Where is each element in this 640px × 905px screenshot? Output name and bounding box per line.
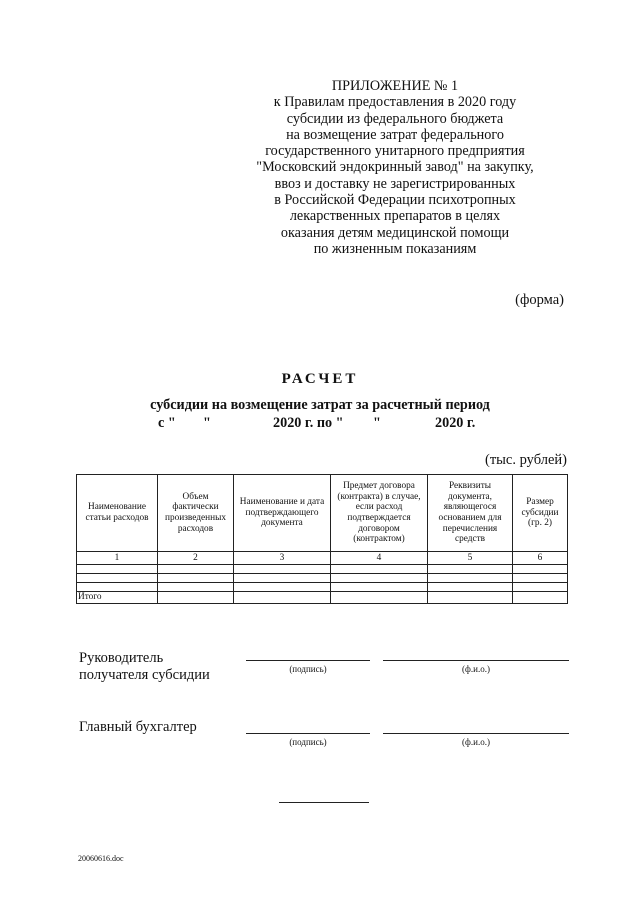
column-number: 2: [158, 552, 234, 565]
appendix-line: ввоз и доставку не зарегистрированных: [274, 175, 516, 192]
table-cell[interactable]: [331, 583, 428, 592]
column-number: 3: [234, 552, 331, 565]
table-cell[interactable]: [77, 583, 158, 592]
document-subtitle: субсидии на возмещение затрат за расчетный период: [150, 397, 490, 413]
table-row: [77, 574, 568, 583]
head-label: [79, 650, 210, 683]
head-signature-line[interactable]: [246, 660, 370, 661]
head-label-line2: получателя субсидии: [79, 666, 210, 683]
head-label-line1: Руководитель: [79, 650, 164, 666]
appendix-line: в Российской Федерации психотропных: [274, 192, 516, 209]
total-label: Итого: [77, 592, 158, 604]
closing-separator: [279, 802, 369, 803]
accountant-name-hint: (ф.и.о.): [462, 737, 490, 747]
appendix-line: лекарственных препаратов в целях: [289, 208, 501, 225]
column-header-actual-expenses: Объем фактически произведенных расходов: [158, 475, 234, 552]
table-row: [77, 583, 568, 592]
appendix-line: к Правилам предоставления в 2020 году: [273, 94, 517, 111]
period-from-prefix: с ": [158, 415, 176, 431]
table-cell[interactable]: [428, 574, 513, 583]
table-cell[interactable]: [158, 583, 234, 592]
period-from-quote: ": [203, 415, 211, 431]
table-cell[interactable]: [158, 565, 234, 574]
head-name-line[interactable]: [383, 660, 569, 661]
accountant-signature-hint: (подпись): [289, 737, 327, 747]
table-cell[interactable]: [77, 574, 158, 583]
table-cell[interactable]: [428, 592, 513, 604]
table-cell[interactable]: [234, 592, 331, 604]
period-to-quote: ": [373, 415, 381, 431]
appendix-line: на возмещение затрат федерального: [286, 126, 504, 143]
column-number: 5: [428, 552, 513, 565]
expenses-table: [76, 474, 568, 604]
form-label: (форма): [515, 292, 564, 308]
table-cell[interactable]: [77, 565, 158, 574]
table-header-row: [77, 475, 568, 552]
accountant-label: Главный бухгалтер: [79, 719, 197, 735]
table-cell[interactable]: [428, 565, 513, 574]
accountant-name-line[interactable]: [383, 733, 569, 734]
appendix-line: оказания детям медицинской помощи: [280, 224, 510, 241]
period-to-year: 2020 г.: [435, 415, 476, 431]
column-header-subsidy-amount: Размер субсидии (гр. 2): [513, 475, 568, 552]
table-cell[interactable]: [331, 565, 428, 574]
appendix-heading: ПРИЛОЖЕНИЕ № 1: [331, 78, 459, 94]
column-number: 6: [513, 552, 568, 565]
appendix-line: "Московский эндокринный завод" на закупку,: [256, 159, 534, 176]
table-cell[interactable]: [513, 565, 568, 574]
table-cell[interactable]: [234, 574, 331, 583]
file-reference: 20060616.doc: [78, 854, 124, 863]
column-number: 4: [331, 552, 428, 565]
head-signature-hint: (подпись): [289, 664, 327, 674]
head-name-hint: (ф.и.о.): [462, 664, 490, 674]
table-cell[interactable]: [158, 592, 234, 604]
appendix-line: субсидии из федерального бюджета: [286, 110, 504, 127]
appendix-line: государственного унитарного предприятия: [265, 143, 525, 160]
column-header-expense-item: Наименование статьи расходов: [77, 475, 158, 552]
table-cell[interactable]: [428, 583, 513, 592]
table-row: [77, 565, 568, 574]
total-row: [77, 592, 568, 604]
column-header-contract-subject: Предмет договора (контракта) в случае, если расход подтверждается договором (контрактом): [331, 475, 428, 552]
appendix-block: [230, 78, 560, 257]
units-label: (тыс. рублей): [485, 452, 567, 468]
table-cell[interactable]: [234, 583, 331, 592]
appendix-line: по жизненным показаниям: [313, 240, 477, 257]
period-from-year: 2020 г. по ": [273, 415, 344, 431]
accountant-signature-line[interactable]: [246, 733, 370, 734]
table-cell[interactable]: [158, 574, 234, 583]
column-numbers-row: [77, 552, 568, 565]
table-cell[interactable]: [331, 592, 428, 604]
column-header-supporting-document: Наименование и дата подтверждающего документа: [234, 475, 331, 552]
table-cell[interactable]: [513, 574, 568, 583]
table-cell[interactable]: [331, 574, 428, 583]
table-cell[interactable]: [513, 592, 568, 604]
table-cell[interactable]: [513, 583, 568, 592]
column-header-document-details: Реквизиты документа, являющегося основанием для перечисления средств: [428, 475, 513, 552]
document-title: РАСЧЕТ: [281, 371, 359, 387]
table-cell[interactable]: [234, 565, 331, 574]
column-number: 1: [77, 552, 158, 565]
